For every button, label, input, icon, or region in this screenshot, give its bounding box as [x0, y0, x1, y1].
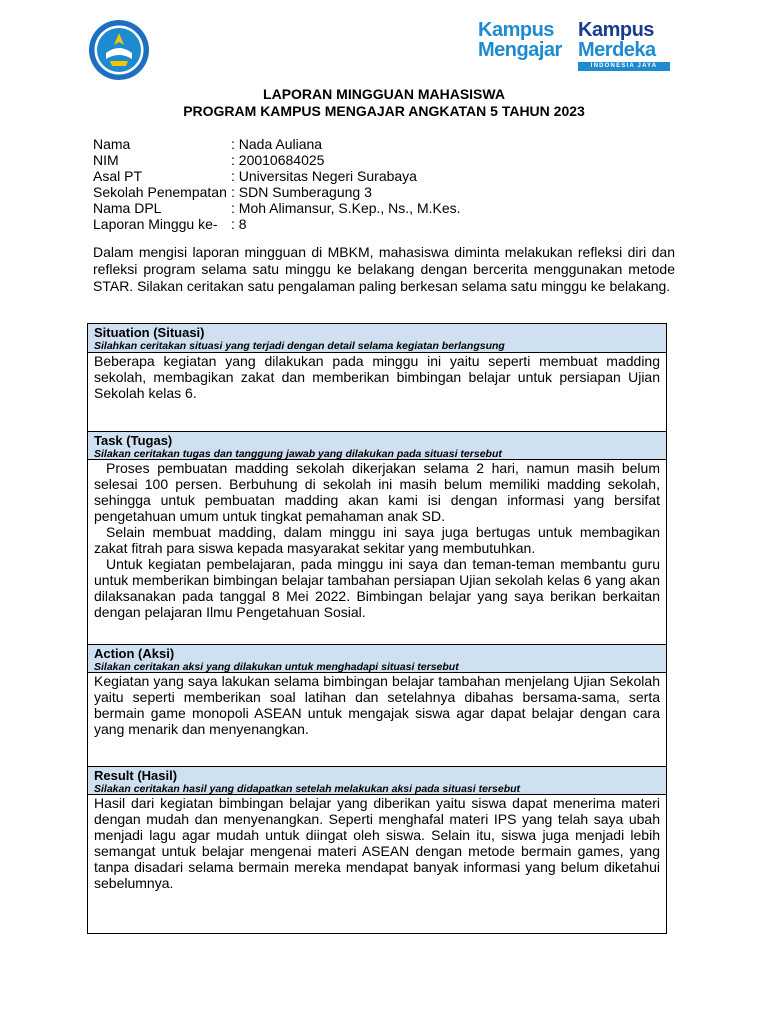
kampus-merdeka-logo: Kampus Merdeka INDONESIA JAYA [578, 20, 674, 71]
task-header: Task (Tugas) Silakan ceritakan tugas dan tanggung jawab yang dilakukan pada situasi tersebut [87, 431, 667, 460]
result-body: Hasil dari kegiatan bimbingan belajar yang diberikan yaitu siswa dapat menerima materi dengan mudah dan menyenangkan. Seperti menghafal materi IPS yang telah saya ubah menjadi lagu agar mudah untuk diingat oleh siswa. Selain itu, siswa juga menjadi lebih semangat untuk belajar mengenai materi ASEAN dengan metode bermain games, yang tanpa disadari selama bermain mereka mendapat banyak informasi yang belum diketahui sebelumnya. [87, 795, 667, 934]
info-row-name: Nama : Nada Auliana [93, 136, 323, 152]
info-row-week: Laporan Minggu ke- : 8 [93, 216, 247, 232]
info-row-university: Asal PT : Universitas Negeri Surabaya [93, 168, 417, 184]
student-info [93, 136, 461, 232]
situation-header: Situation (Situasi) Silahkan ceritakan situasi yang terjadi dengan detail selama kegiatan berlangsung [87, 323, 667, 353]
result-header: Result (Hasil) Silakan ceritakan hasil yang didapatkan setelah melakukan aksi pada situasi tersebut [87, 766, 667, 795]
kampus-mengajar-logo: Kampus Mengajar [478, 19, 562, 61]
task-body: Proses pembuatan madding sekolah dikerjakan selama 2 hari, namun masih belum selesai 100 persen. Berbuhung di sekolah ini masih belum memiliki madding sekolah, sehingga untuk pembuatan madding akan kami isi dengan informasi yang bersifat pengetahuan umum untuk tingkat pemahaman anak SD. Selain membuat madding, dalam minggu ini saya juga bertugas untuk membagikan zakat fitrah para siswa kepada masyarakat sekitar yang membutuhkan. Untuk kegiatan pembelajaran, pada minggu ini saya dan teman-teman membantu guru untuk memberikan bimbingan belajar tambahan persiapan Ujian sekolah kelas 6 yang akan dilaksanakan pada tanggal 8 Mei 2022. Bimbingan belajar yang saya berikan berkaitan dengan pelajaran Ilmu Pengetahuan Sosial. [87, 460, 667, 645]
info-row-nim: NIM : 20010684025 [93, 152, 325, 168]
action-header: Action (Aksi) Silakan ceritakan aksi yang dilakukan untuk menghadapi situasi tersebut [87, 644, 667, 673]
action-body: Kegiatan yang saya lakukan selama bimbingan belajar tambahan menjelang Ujian Sekolah yaitu seperti memberikan soal latihan dan setelahnya dibahas bersama-sama, serta bermain game monopoli ASEAN untuk mengajak siswa agar dapat belajar dengan cara yang menarik dan menyenangkan. [87, 673, 667, 767]
program-logos [478, 20, 674, 70]
info-row-school: Sekolah Penempatan : SDN Sumberagung 3 [93, 184, 372, 200]
report-title: LAPORAN MINGGUAN MAHASISWA [263, 86, 505, 102]
info-row-supervisor: Nama DPL : Moh Alimansur, S.Kep., Ns., M.Kes. [93, 200, 461, 216]
situation-body: Beberapa kegiatan yang dilakukan pada minggu ini yaitu seperti membuat madding sekolah, membagikan zakat dan memberikan bimbingan belajar untuk persiapan Ujian Sekolah kelas 6. [87, 353, 667, 432]
intro-paragraph: Dalam mengisi laporan mingguan di MBKM, mahasiswa diminta melakukan refleksi diri dan refleksi program selama satu minggu ke belakang dengan bercerita menggunakan metode STAR. Silakan ceritakan satu pengalaman paling berkesan selama satu minggu ke belakang. [93, 244, 675, 294]
report-subtitle: PROGRAM KAMPUS MENGAJAR ANGKATAN 5 TAHUN 2023 [183, 103, 585, 119]
tut-wuri-handayani-logo [88, 19, 150, 81]
